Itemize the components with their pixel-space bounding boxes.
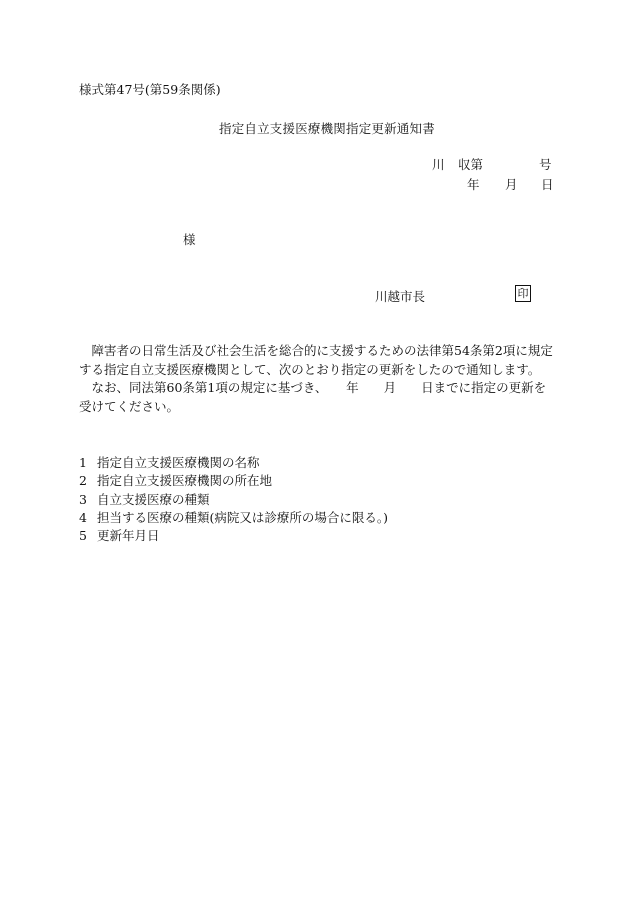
item-number: 1 xyxy=(79,455,87,470)
notice-body xyxy=(79,342,554,416)
document-title: 指定自立支援医療機関指定更新通知書 xyxy=(219,121,435,136)
item-number: 3 xyxy=(79,491,87,507)
date-year-label: 年 xyxy=(467,177,480,192)
seal-mark: 印 xyxy=(515,285,531,302)
body-paragraph-1: 障害者の日常生活及び社会生活を総合的に支援するための法律第54条第2項に規定する指定自立支援医療機関として、次のとおり指定の更新をしたので通知します。 xyxy=(79,343,553,377)
list-item xyxy=(79,491,388,509)
receipt-prefix: 川 xyxy=(432,157,445,172)
item-text: 指定自立支援医療機関の名称 xyxy=(97,455,260,470)
date-day-label: 日 xyxy=(541,177,554,192)
list-item xyxy=(79,454,388,472)
addressee-honorific: 様 xyxy=(183,232,196,247)
issuer-name: 川越市長 xyxy=(375,289,426,304)
date-month-label: 月 xyxy=(505,177,518,192)
item-text: 指定自立支援医療機関の所在地 xyxy=(97,473,273,489)
item-number: 4 xyxy=(79,509,87,525)
item-text: 担当する医療の種類(病院又は診療所の場合に限る。) xyxy=(97,509,389,525)
list-item xyxy=(79,527,388,545)
receipt-number-label: 収第 xyxy=(458,157,484,172)
item-list xyxy=(79,454,388,545)
receipt-number-suffix: 号 xyxy=(539,157,552,172)
item-text: 自立支援医療の種類 xyxy=(97,491,210,507)
item-number: 2 xyxy=(79,473,87,489)
item-text: 更新年月日 xyxy=(97,528,160,544)
form-number: 様式第47号(第59条関係) xyxy=(79,82,221,97)
list-item xyxy=(79,472,388,490)
list-item xyxy=(79,509,388,527)
item-number: 5 xyxy=(79,528,87,544)
body-paragraph-2: なお、同法第60条第1項の規定に基づき、 年 月 日までに指定の更新を受けてください。 xyxy=(79,380,547,414)
